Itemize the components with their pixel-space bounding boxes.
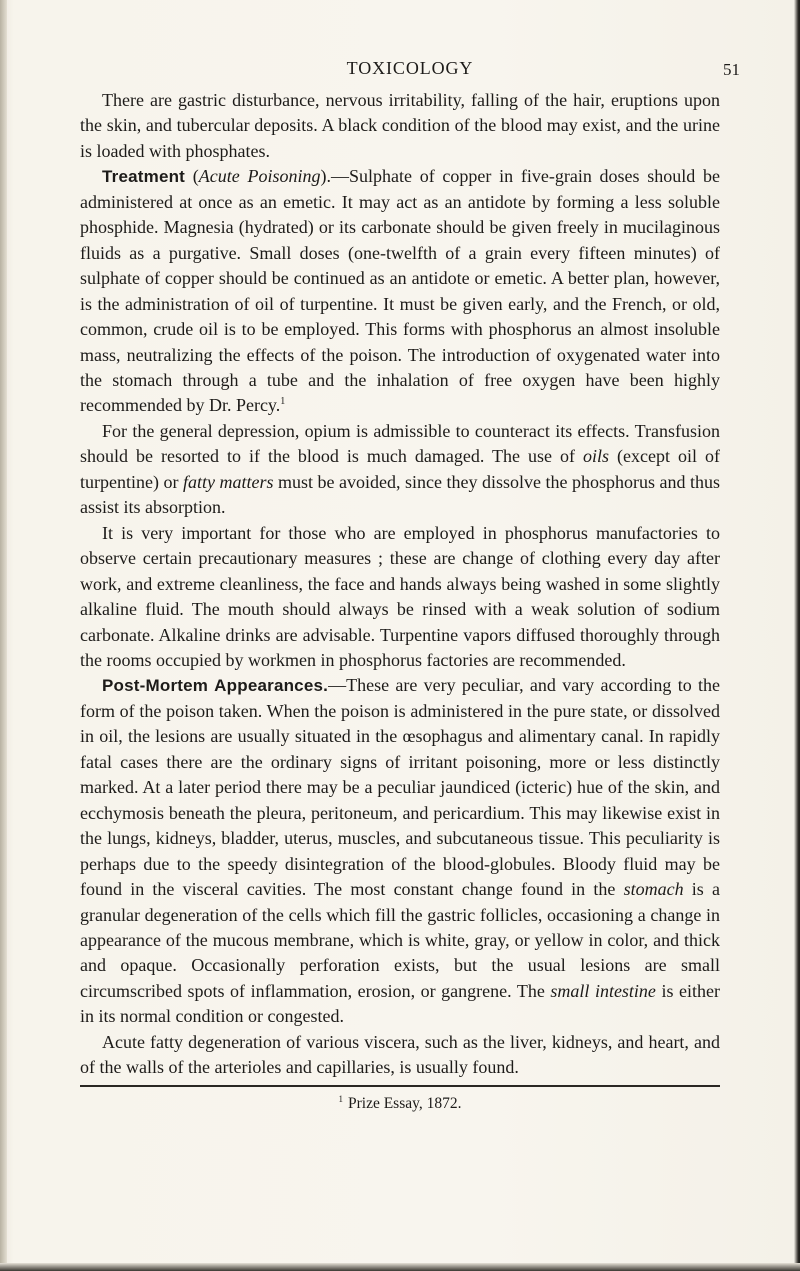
paragraph-post-mortem bbox=[80, 673, 720, 1029]
footnote-marker: 1 bbox=[338, 1094, 343, 1104]
page-right-edge bbox=[794, 0, 800, 1271]
emphasis-small-intestine: small intestine bbox=[550, 980, 656, 1001]
paragraph-treatment: Treatment (Acute Poisoning).—Sulphate of copper in five-grain doses should be administered at once as an emetic. It may act as an antidote by forming a less soluble phosphide. Magnesia (hydrated) or its carbonate should be given freely in mucilaginous fluids as a purgative. Small doses (one-twelfth of a grain every fifteen minutes) of sulphate of copper should be continued as an antidote or emetic. A better plan, however, is the administration of oil of turpentine. It must be given early, and the French, or old, common, crude oil is to be employed. This forms with phosphorus an almost insoluble mass, neutralizing the effects of the poison. The introduction of oxygenated water into the stomach through a tube and the inhalation of free oxygen have been highly recommended by Dr. Percy.$^1$ bbox=[80, 166, 720, 416]
paragraph-text: Acute fatty degeneration of various viscera, such as the liver, kidneys, and heart, and of the walls of the arterioles and capillaries, is usually found. bbox=[80, 1031, 720, 1078]
subheading-acute-poisoning: Acute Poisoning bbox=[198, 166, 321, 187]
paragraph-symptoms bbox=[80, 88, 720, 164]
page-number: 51 bbox=[723, 60, 740, 79]
page-bottom-edge bbox=[0, 1263, 800, 1271]
paragraph-text: There are gastric disturbance, nervous irritability, falling of the hair, eruptions upon the skin, and tubercular deposits. A black condition of the blood may exist, and the urine is loaded with phosphates. bbox=[80, 90, 720, 161]
paragraph-text: .—Sulphate of copper in five-grain doses should be administered at once as an emetic. It may act as an antidote by forming a less soluble phosphide. Magnesia (hydrated) or its carbonate should be given freely in mucilaginous fluids as a purgative. Small doses (one-twelfth of a grain every fifteen minutes) of sulphate of copper should be continued as an antidote or emetic. A better plan, however, is the administration of oil of turpentine. It must be given early, and the French, or old, common, crude oil is to be employed. This forms with phosphorus an almost insoluble mass, neutralizing the effects of the poison. The introduction of oxygenated water into the stomach through a tube and the inhalation of free oxygen have been highly recommended by Dr. Percy. bbox=[80, 166, 720, 416]
paragraph-text: is a granular degeneration of the cells which fill the gastric follicles, occasioning a change in appearance of the mucous membrane, which is white, gray, or yellow in color, and thick and opaque. Occasionally perforation exists, but the usual lesions are small circumscribed spots of inflammation, erosion, or gangrene. The bbox=[80, 879, 720, 1001]
paragraph-text: (except oil of turpentine) or bbox=[80, 446, 720, 492]
footnote-text: Prize Essay, 1872. bbox=[347, 1095, 462, 1112]
paragraph-text: For the general depression, opium is admissible to counteract its effects. Transfusion should be resorted to if the blood is much damaged. The use of bbox=[80, 420, 720, 467]
paragraph-text: —These are very peculiar, and vary according to the form of the poison taken. When the poison is administered in the pure state, or dissolved in oil, the lesions are usually situated in the œsophagus and alimentary canal. In rapidly fatal cases there are the ordinary signs of irritant poisoning, more or less distinctly marked. At a later period there may be a peculiar jaundiced (icteric) hue of the skin, and ecchymosis beneath the pleura, peritoneum, and pericardium. This may likewise exist in the lungs, kidneys, bladder, uterus, muscles, and subcutaneous tissue. This peculiarity is perhaps due to the speedy disintegration of the blood-globules. Bloody fluid may be found in the visceral cavities. The most constant change found in the bbox=[80, 675, 721, 900]
running-title: TOXICOLOGY bbox=[346, 58, 474, 78]
emphasis-oils: oils bbox=[583, 446, 610, 467]
page-binding-edge bbox=[0, 0, 7, 1271]
paragraph-fatty-degeneration bbox=[80, 1030, 720, 1081]
section-heading-post-mortem: Post-Mortem Appearances. bbox=[102, 676, 329, 696]
paragraph-text: must be avoided, since they dissolve the phosphorus and thus assist its absorption. bbox=[80, 471, 720, 518]
emphasis-stomach: stomach bbox=[623, 879, 684, 900]
paragraph-text: is either in its normal condition or congested. bbox=[80, 980, 721, 1027]
emphasis-fatty-matters: fatty matters bbox=[182, 471, 274, 492]
paragraph-text: It is very important for those who are employed in phosphorus manufactories to observe certain precautionary measures ; these are change of clothing every day after work, and extreme cleanliness, the face and hands always being washed in some slightly alkaline fluid. The mouth should always be rinsed with a weak solution of sodium carbonate. Alkaline drinks are advisable. Turpentine vapors diffused thoroughly through the rooms occupied by workmen in phosphorus factories are recommended. bbox=[80, 522, 720, 670]
paragraph-general-depression bbox=[80, 419, 720, 521]
body-text bbox=[80, 88, 720, 1081]
section-heading-treatment: Treatment bbox=[102, 167, 186, 187]
paragraph-precautions bbox=[80, 521, 720, 674]
footnote bbox=[80, 1095, 720, 1113]
footnote-reference: 1 bbox=[280, 396, 286, 408]
footnote-rule bbox=[80, 1085, 720, 1087]
running-head bbox=[80, 58, 740, 82]
